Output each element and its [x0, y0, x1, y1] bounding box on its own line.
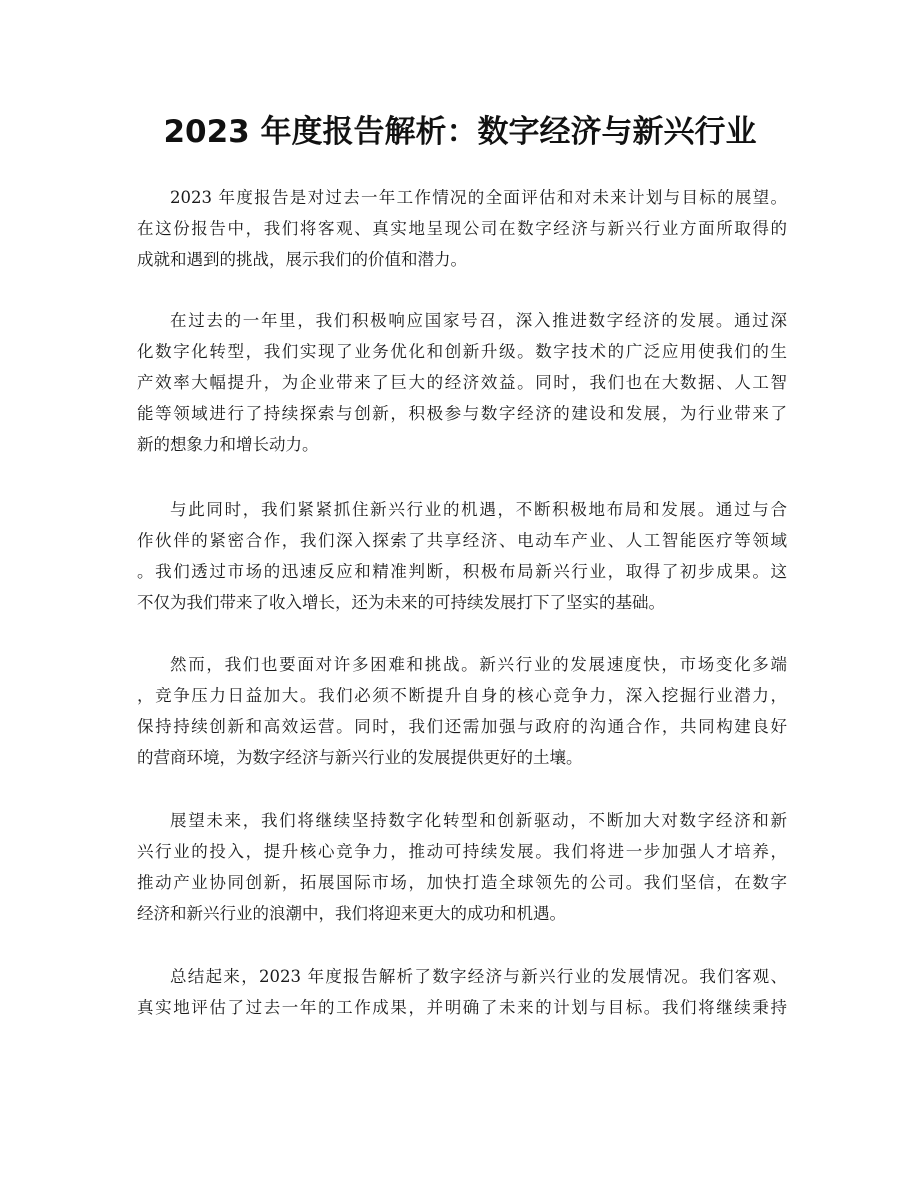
- paragraph-line: 作伙伴的紧密合作，我们深入探索了共享经济、电动车产业、人工智能医疗等领域: [137, 531, 787, 550]
- paragraph-line: 保持持续创新和高效运营。同时，我们还需加强与政府的沟通合作，共同构建良好: [137, 717, 787, 736]
- paragraph-2: [137, 305, 787, 460]
- paragraph-line: 展望未来，我们将继续坚持数字化转型和创新驱动，不断加大对数字经济和新: [170, 811, 787, 830]
- paragraph-line: 成就和遇到的挑战，展示我们的价值和潜力。: [137, 250, 467, 269]
- paragraph-line: 兴行业的投入，提升核心竞争力，推动可持续发展。我们将进一步加强人才培养，: [137, 842, 787, 861]
- paragraph-line: 推动产业协同创新，拓展国际市场，加快打造全球领先的公司。我们坚信，在数字: [137, 873, 787, 892]
- paragraph-line: 产效率大幅提升，为企业带来了巨大的经济效益。同时，我们也在大数据、人工智: [137, 373, 787, 392]
- document-title: 2023 年度报告解析：数字经济与新兴行业: [163, 114, 757, 150]
- paragraph-line: 。我们透过市场的迅速反应和精准判断，积极布局新兴行业，取得了初步成果。这: [137, 562, 787, 581]
- paragraph-line: ，竞争压力日益加大。我们必须不断提升自身的核心竞争力，深入挖掘行业潜力，: [137, 686, 787, 705]
- paragraph-line: 能等领域进行了持续探索与创新，积极参与数字经济的建设和发展，为行业带来了: [137, 404, 787, 423]
- paragraph-line: 不仅为我们带来了收入增长，还为未来的可持续发展打下了坚实的基础。: [137, 593, 665, 612]
- paragraph-4: [137, 649, 787, 773]
- paragraph-line: 新的想象力和增长动力。: [137, 435, 319, 454]
- paragraph-line: 2023 年度报告是对过去一年工作情况的全面评估和对未来计划与目标的展望。: [170, 188, 787, 207]
- paragraph-line: 化数字化转型，我们实现了业务优化和创新升级。数字技术的广泛应用使我们的生: [137, 342, 787, 361]
- paragraph-1: [137, 182, 787, 275]
- paragraph-line: 在这份报告中，我们将客观、真实地呈现公司在数字经济与新兴行业方面所取得的: [137, 219, 787, 238]
- paragraph-3: [137, 494, 787, 618]
- paragraph-line: 然而，我们也要面对许多困难和挑战。新兴行业的发展速度快，市场变化多端: [170, 655, 787, 674]
- paragraph-line: 在过去的一年里，我们积极响应国家号召，深入推进数字经济的发展。通过深: [170, 311, 787, 330]
- paragraph-5: [137, 805, 787, 929]
- paragraph-line: 的营商环境，为数字经济与新兴行业的发展提供更好的土壤。: [137, 748, 583, 767]
- paragraph-line: 与此同时，我们紧紧抓住新兴行业的机遇，不断积极地布局和发展。通过与合: [170, 500, 787, 519]
- paragraph-line: 经济和新兴行业的浪潮中，我们将迎来更大的成功和机遇。: [137, 904, 566, 923]
- paragraph-6: [137, 961, 787, 1023]
- paragraph-line: 总结起来，2023 年度报告解析了数字经济与新兴行业的发展情况。我们客观、: [170, 967, 787, 986]
- paragraph-line: 真实地评估了过去一年的工作成果，并明确了未来的计划与目标。我们将继续秉持: [137, 998, 787, 1017]
